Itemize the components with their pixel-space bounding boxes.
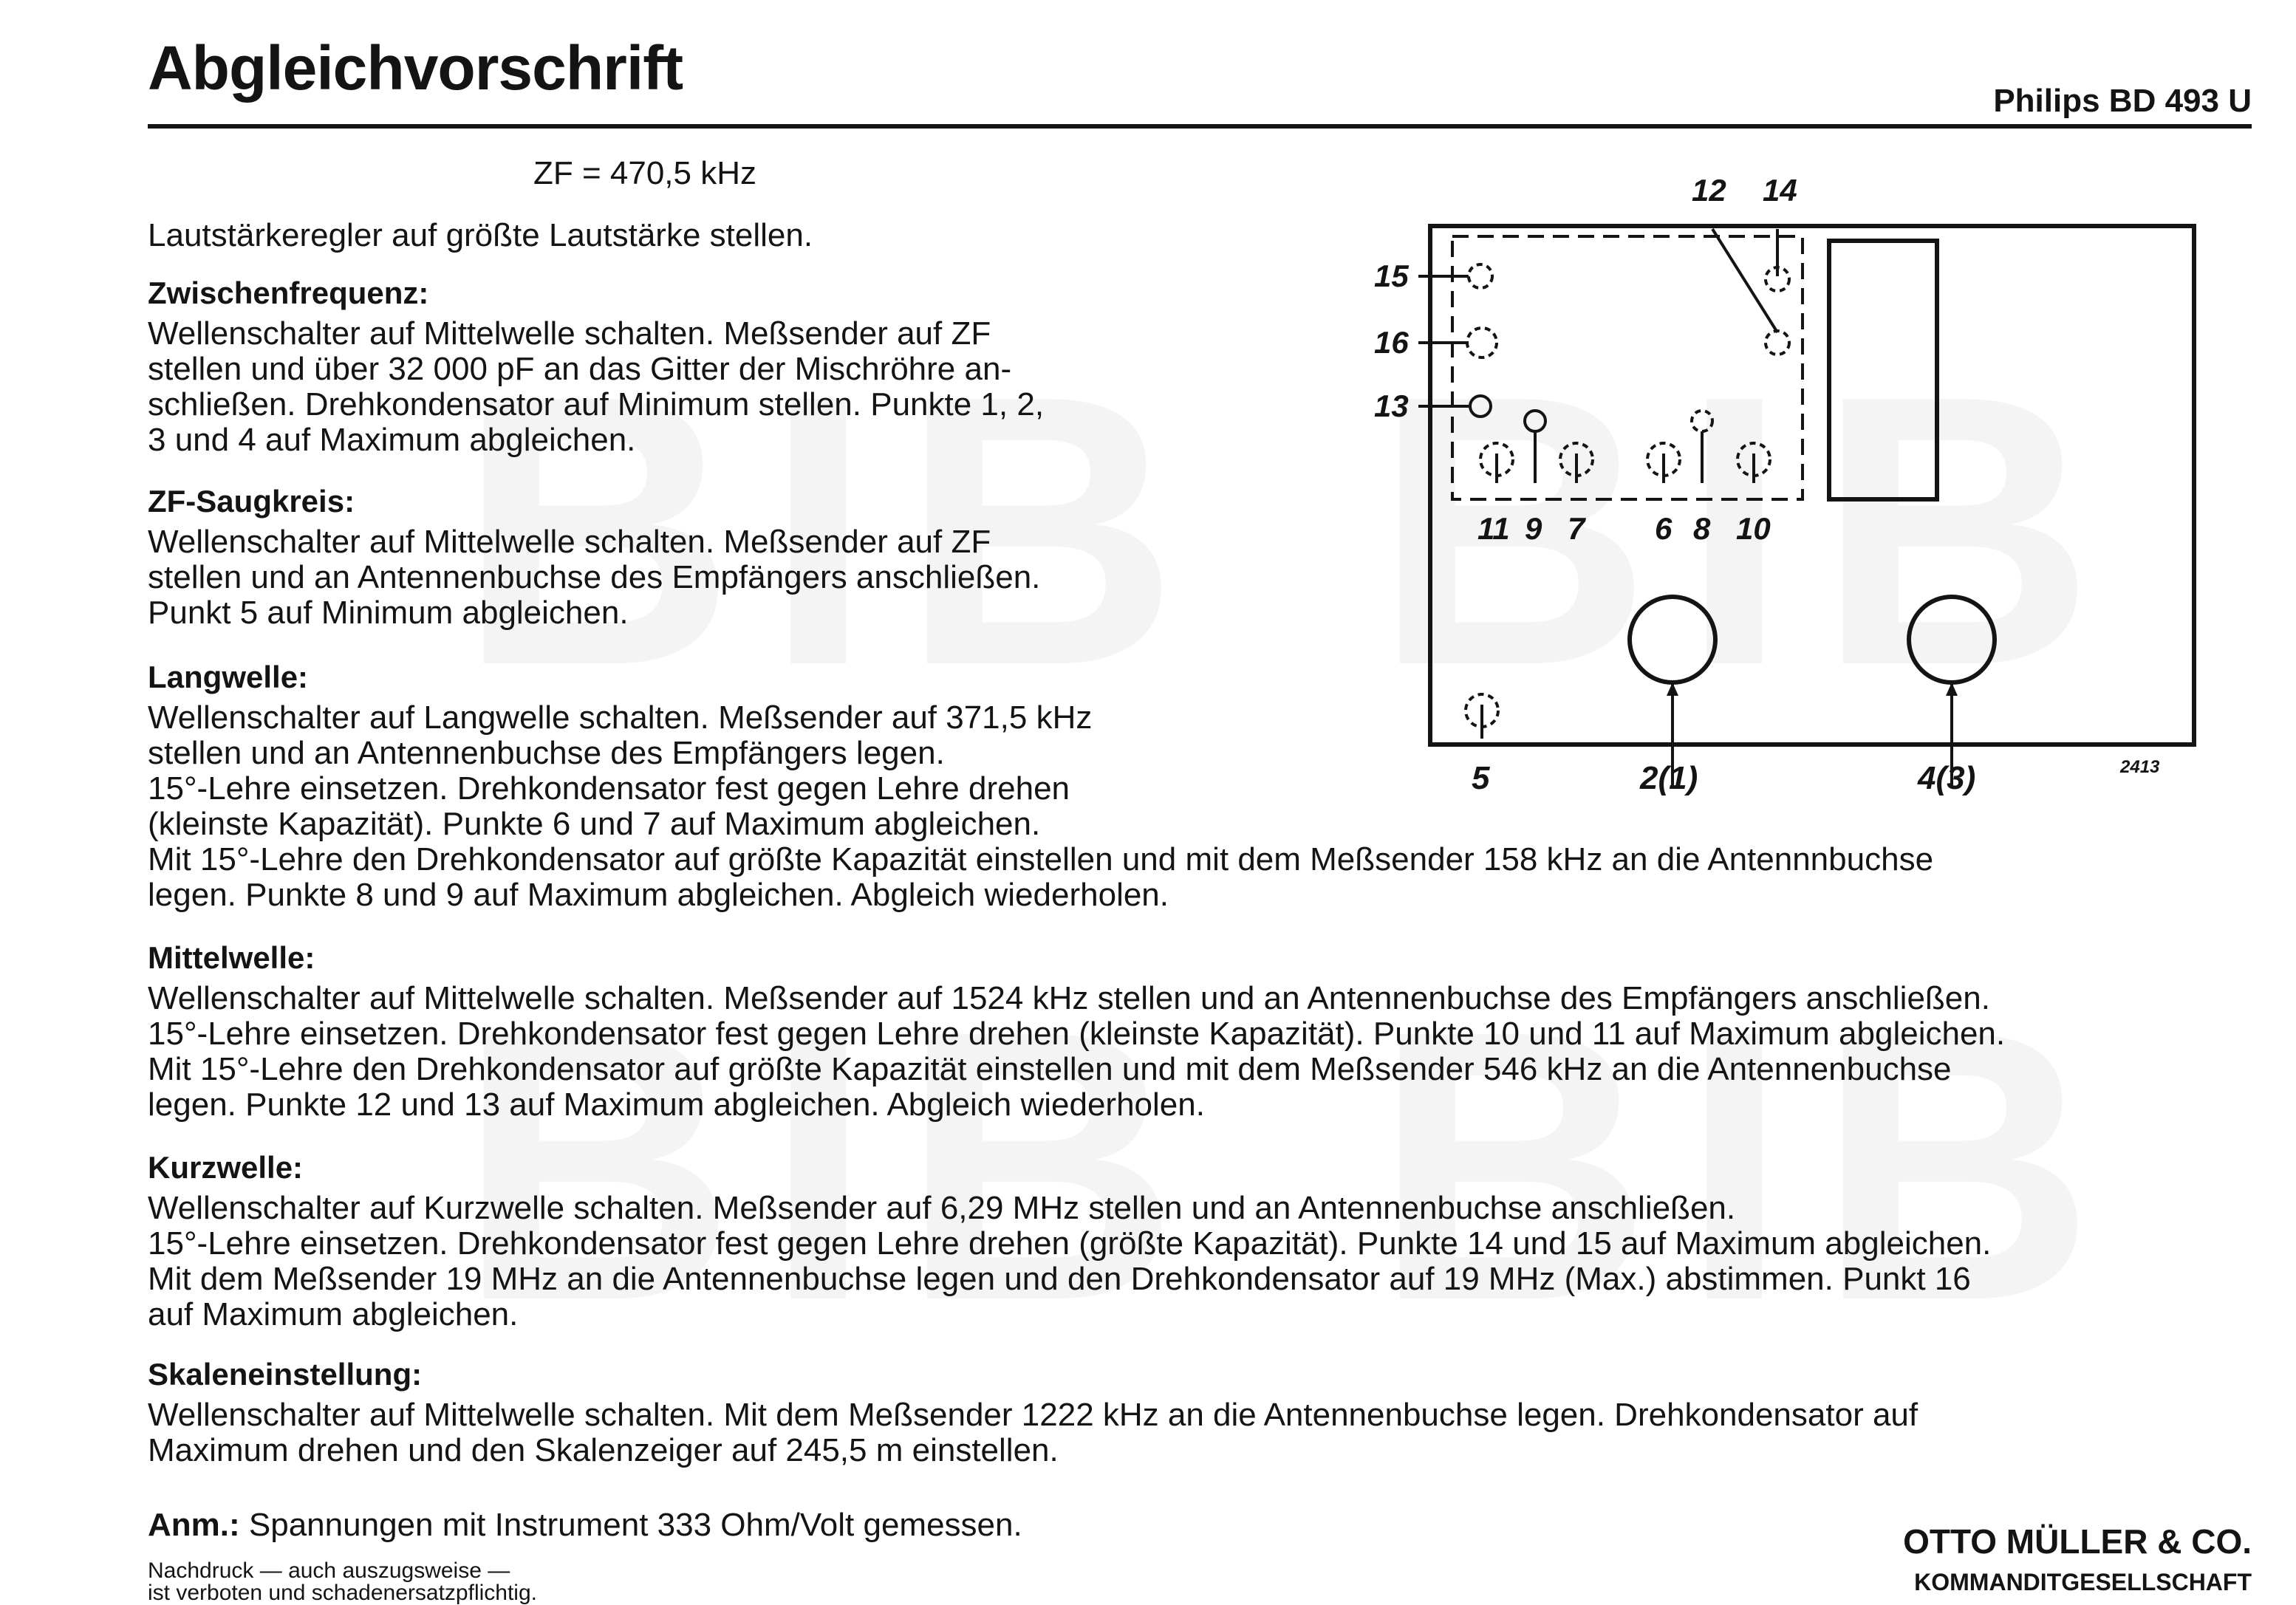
chassis-outline — [1430, 226, 2194, 745]
section-zf-saugkreis — [148, 483, 1197, 631]
if-dashed-area — [1452, 236, 1803, 499]
section-line: Wellenschalter auf Mittelwelle schalten. Meßsender auf ZF — [148, 524, 991, 560]
label-12: 12 — [1692, 173, 1726, 208]
note-text: Spannungen mit Instrument 333 Ohm/Volt gemessen. — [248, 1507, 1022, 1543]
zf-value: ZF = 470,5 kHz — [533, 155, 757, 191]
section-line: Mit dem Meßsender 19 MHz an die Antennenbuchse legen und den Drehkondensator auf 19 MHz (Max.) abstimmen. Punkt 16 — [148, 1261, 1971, 1297]
section-line: Punkt 5 auf Minimum abgleichen. — [148, 595, 629, 631]
section-heading: Skaleneinstellung: — [148, 1357, 423, 1392]
header-rule — [148, 124, 2252, 129]
section-body — [148, 1191, 2246, 1332]
label-14: 14 — [1763, 173, 1797, 208]
section-line: stellen und über 32 000 pF an das Gitter der Mischröhre an- — [148, 351, 1012, 387]
section-line: Wellenschalter auf Mittelwelle schalten. Meßsender auf ZF — [148, 315, 991, 352]
label-13: 13 — [1374, 389, 1409, 423]
section-heading: Mittelwelle: — [148, 940, 315, 975]
intro-text: Lautstärkeregler auf größte Lautstärke stellen. — [148, 217, 813, 253]
section-body — [148, 316, 1197, 458]
alignment-diagram — [1374, 170, 2216, 820]
publisher-subtitle: KOMMANDITGESELLSCHAFT — [1914, 1569, 2252, 1595]
point-13-circle — [1470, 396, 1491, 417]
point-12-circle — [1766, 331, 1789, 355]
section-line: Wellenschalter auf Mittelwelle schalten. Meßsender auf 1524 kHz stellen und an Antennenbuchse des Empfängers anschließen. — [148, 980, 1990, 1016]
label-11: 11 — [1477, 511, 1510, 546]
section-body — [148, 700, 1197, 842]
section-body — [148, 1397, 2246, 1468]
component-rect — [1829, 241, 1937, 499]
section-line: 15°-Lehre einsetzen. Drehkondensator fest gegen Lehre drehen (größte Kapazität). Punkte 14 und 15 auf Maximum abgleichen. — [148, 1225, 1992, 1262]
publisher-name: OTTO MÜLLER & CO. — [1903, 1522, 2252, 1561]
section-heading: Zwischenfrequenz: — [148, 276, 429, 310]
section-line: 15°-Lehre einsetzen. Drehkondensator fest gegen Lehre drehen — [148, 770, 1070, 807]
page-title: Abgleichvorschrift — [148, 33, 683, 103]
section-line: Maximum drehen und den Skalenzeiger auf 245,5 m einstellen. — [148, 1432, 1059, 1468]
label-9: 9 — [1525, 511, 1542, 546]
label-7: 7 — [1568, 511, 1585, 546]
section-mittelwelle — [148, 940, 2246, 1123]
section-line: stellen und an Antennenbuchse des Empfängers legen. — [148, 735, 945, 771]
section-line: 15°-Lehre einsetzen. Drehkondensator fest gegen Lehre drehen (kleinste Kapazität). Punkte 10 und 11 auf Maximum abgleichen. — [148, 1016, 2006, 1052]
section-heading: Langwelle: — [148, 660, 309, 694]
section-line: Mit 15°-Lehre den Drehkondensator auf größte Kapazität einstellen und mit dem Meßsender 158 kHz an die Antennnbuchse — [148, 841, 1934, 877]
point-4-circle — [1909, 597, 1995, 682]
reprint-line: Nachdruck — auch auszugsweise — — [148, 1558, 510, 1583]
section-heading: ZF-Saugkreis: — [148, 484, 355, 519]
point-8-circle — [1692, 411, 1712, 431]
label-5: 5 — [1472, 760, 1490, 796]
section-zwischenfrequenz — [148, 275, 1197, 458]
point-16-circle — [1467, 328, 1497, 357]
label-15: 15 — [1374, 259, 1409, 293]
section-line: legen. Punkte 12 und 13 auf Maximum abgleichen. Abgleich wiederholen. — [148, 1086, 1205, 1123]
label-4-3: 4(3) — [1918, 760, 1976, 796]
section-line: Wellenschalter auf Mittelwelle schalten. Mit dem Meßsender 1222 kHz an die Antennenbuchse legen. Drehkondensator auf — [148, 1397, 1919, 1433]
section-body — [148, 524, 1197, 631]
point-2-circle — [1630, 597, 1715, 682]
section-line: auf Maximum abgleichen. — [148, 1296, 519, 1332]
section-line: Wellenschalter auf Langwelle schalten. Meßsender auf 371,5 kHz — [148, 699, 1093, 736]
section-line: Wellenschalter auf Kurzwelle schalten. Meßsender auf 6,29 MHz stellen und an Antennenbuchse anschließen. — [148, 1190, 1736, 1226]
reprint-line: ist verboten und schadenersatzpflichtig. — [148, 1581, 537, 1605]
drawing-number: 2413 — [2120, 757, 2160, 777]
section-line: legen. Punkte 8 und 9 auf Maximum abgleichen. Abgleich wiederholen. — [148, 877, 1169, 913]
section-kurzwelle — [148, 1149, 2246, 1332]
model-label: Philips BD 493 U — [1993, 83, 2252, 119]
section-body-wide — [148, 842, 2246, 913]
label-8: 8 — [1693, 511, 1711, 546]
section-body — [148, 981, 2246, 1123]
section-heading: Kurzwelle: — [148, 1150, 304, 1185]
section-line: (kleinste Kapazität). Punkte 6 und 7 auf Maximum abgleichen. — [148, 806, 1041, 842]
point-9-circle — [1525, 411, 1545, 431]
section-line: 3 und 4 auf Maximum abgleichen. — [148, 422, 636, 458]
section-line: schließen. Drehkondensator auf Minimum stellen. Punkte 1, 2, — [148, 386, 1045, 422]
note — [148, 1507, 1022, 1544]
label-6: 6 — [1655, 511, 1673, 546]
section-line: stellen und an Antennenbuchse des Empfängers anschließen. — [148, 559, 1041, 595]
point-15-circle — [1469, 264, 1492, 288]
label-16: 16 — [1374, 325, 1409, 360]
reprint-notice — [148, 1560, 537, 1604]
label-10: 10 — [1736, 511, 1771, 546]
section-skaleneinstellung — [148, 1356, 2246, 1468]
section-line: Mit 15°-Lehre den Drehkondensator auf größte Kapazität einstellen und mit dem Meßsender 546 kHz an die Antennenbuchse — [148, 1051, 1952, 1087]
label-2-1: 2(1) — [1640, 760, 1698, 796]
note-label: Anm.: — [148, 1507, 240, 1543]
